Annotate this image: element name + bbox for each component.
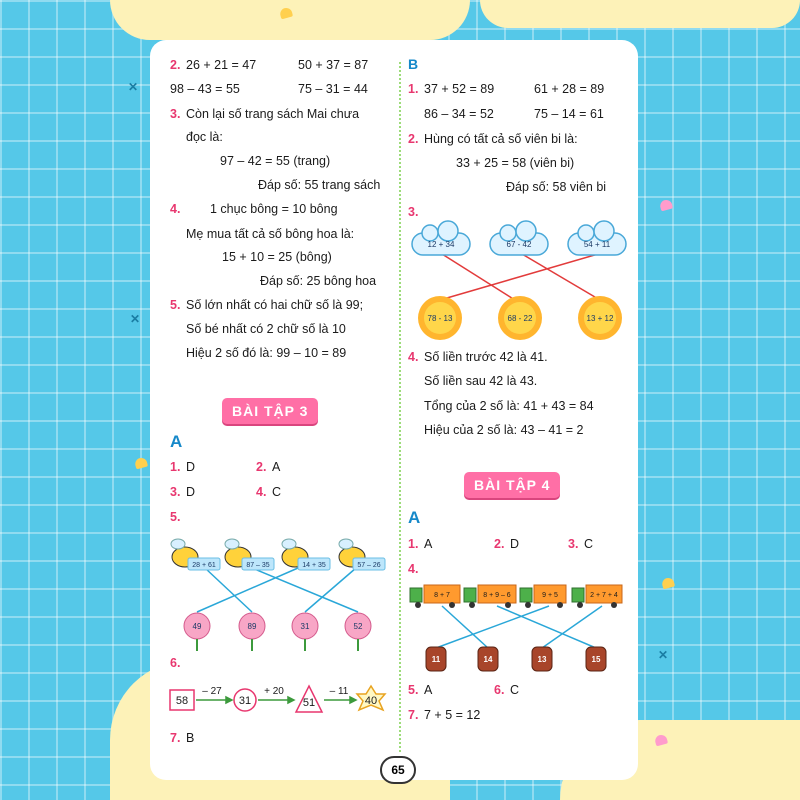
chain-start: 58: [175, 695, 189, 707]
barrel-icon: [426, 647, 606, 671]
truck-label: 9 + 5: [542, 592, 558, 599]
truck-label: 2 + 7 + 4: [590, 592, 618, 599]
answer-text: 97 – 42 = 55 (trang): [220, 154, 331, 168]
sun-label: 13 + 12: [586, 314, 614, 323]
answer-text: 98 – 43 = 55: [170, 82, 240, 96]
answer-text: Số liền sau 42 là 43.: [424, 374, 538, 388]
answer-text: 7 + 5 = 12: [424, 708, 481, 722]
section-badge: BÀI TẬP 4: [464, 472, 560, 498]
answer-text: Số liền trước 42 là 41.: [424, 350, 548, 364]
answer-text: 33 + 25 = 58 (viên bi): [456, 156, 575, 170]
answer-text: 75 – 14 = 61: [534, 107, 604, 121]
section-label: A: [408, 508, 421, 527]
flower-label: 49: [192, 622, 202, 631]
answer-text: D: [186, 460, 196, 474]
answer-text: A: [272, 460, 281, 474]
question-number: 6.: [494, 683, 505, 697]
answer-text: Số lớn nhất có hai chữ số là 99;: [186, 298, 364, 312]
question-number: 3.: [170, 107, 181, 121]
cloud-label: 54 + 11: [583, 240, 611, 249]
question-number: 3.: [408, 205, 419, 219]
question-number: 2.: [494, 537, 505, 551]
answer-text: Hùng có tất cả số viên bi là:: [424, 132, 578, 146]
answer-text: 86 – 34 = 52: [424, 107, 494, 121]
question-number: 2.: [408, 132, 419, 146]
sun-label: 68 - 22: [507, 314, 533, 323]
question-number: 4.: [170, 202, 181, 216]
question-number: 1.: [170, 460, 181, 474]
answer-text: C: [272, 485, 282, 499]
flower-label: 89: [247, 622, 257, 631]
question-number: 4.: [256, 485, 267, 499]
answer-text: Đáp số: 55 trang sách: [258, 178, 381, 192]
answer-text: Mẹ mua tất cả số bông hoa là:: [186, 227, 355, 241]
sun-label: 78 - 13: [427, 314, 453, 323]
chain-value: 40: [364, 695, 378, 707]
answer-text: C: [510, 683, 520, 697]
question-number: 6.: [170, 656, 181, 670]
answer-text: 26 + 21 = 47: [186, 58, 257, 72]
question-number: 4.: [408, 350, 419, 364]
cross-icon: ✕: [128, 80, 139, 94]
section-label: A: [170, 432, 183, 451]
answer-text: 1 chục bông = 10 bông: [210, 202, 338, 216]
chain-value: 51: [302, 697, 316, 709]
answer-text: Tổng của 2 số là: 41 + 43 = 84: [424, 399, 594, 413]
answer-text: D: [186, 485, 196, 499]
answer-text: Số bé nhất có 2 chữ số là 10: [186, 322, 346, 336]
truck-label: 8 + 9 – 6: [483, 592, 511, 599]
barrel-label: 15: [591, 655, 601, 664]
answer-text: B: [186, 731, 195, 745]
flower-label: 52: [353, 622, 363, 631]
answer-text: 50 + 37 = 87: [298, 58, 369, 72]
cross-icon: ✕: [658, 648, 669, 662]
answer-text: A: [424, 683, 433, 697]
bee-label: 28 + 61: [192, 562, 216, 569]
answer-text: Hiệu 2 số đó là: 99 – 10 = 89: [186, 346, 347, 360]
answer-text: Hiệu của 2 số là: 43 – 41 = 2: [424, 423, 584, 437]
answer-text: 75 – 31 = 44: [298, 82, 368, 96]
truck-label: 8 + 7: [434, 592, 450, 599]
question-number: 5.: [170, 510, 181, 524]
barrel-label: 14: [483, 655, 493, 664]
answer-text: C: [584, 537, 594, 551]
flower-label: 31: [300, 622, 310, 631]
question-number: 7.: [408, 708, 419, 722]
chain-operation: – 11: [329, 686, 349, 697]
chain-value: 31: [238, 695, 252, 707]
barrel-label: 11: [431, 655, 441, 664]
answer-text: 37 + 52 = 89: [424, 82, 495, 96]
chain-operation: + 20: [264, 686, 284, 697]
cloud-label: 12 + 34: [427, 240, 455, 249]
question-number: 7.: [170, 731, 181, 745]
chain-operation: – 27: [202, 686, 222, 697]
answer-text: A: [424, 537, 433, 551]
answer-text: 61 + 28 = 89: [534, 82, 605, 96]
bee-label: 57 – 26: [357, 562, 381, 569]
question-number: 1.: [408, 537, 419, 551]
question-number: 3.: [568, 537, 579, 551]
answer-text: Còn lại số trang sách Mai chưa: [186, 107, 360, 121]
answer-text: 15 + 10 = 25 (bông): [222, 250, 332, 264]
question-number: 2.: [256, 460, 267, 474]
bee-label: 87 – 35: [246, 562, 270, 569]
answer-text: đọc là:: [186, 130, 223, 144]
question-number: 4.: [408, 562, 419, 576]
answer-text: Đáp số: 25 bông hoa: [260, 274, 377, 288]
bee-label: 14 + 35: [302, 562, 326, 569]
question-number: 3.: [170, 485, 181, 499]
answer-text: D: [510, 537, 520, 551]
answer-text: Đáp số: 58 viên bi: [506, 180, 607, 194]
page-number: 65: [380, 756, 416, 784]
question-number: 2.: [170, 58, 181, 72]
question-number: 1.: [408, 82, 419, 96]
question-number: 5.: [170, 298, 181, 312]
barrel-label: 13: [537, 655, 547, 664]
cloud-label: 67 - 42: [506, 240, 532, 249]
section-label: B: [408, 56, 419, 72]
cross-icon: ✕: [130, 312, 141, 326]
question-number: 5.: [408, 683, 419, 697]
section-badge: BÀI TẬP 3: [222, 398, 318, 424]
